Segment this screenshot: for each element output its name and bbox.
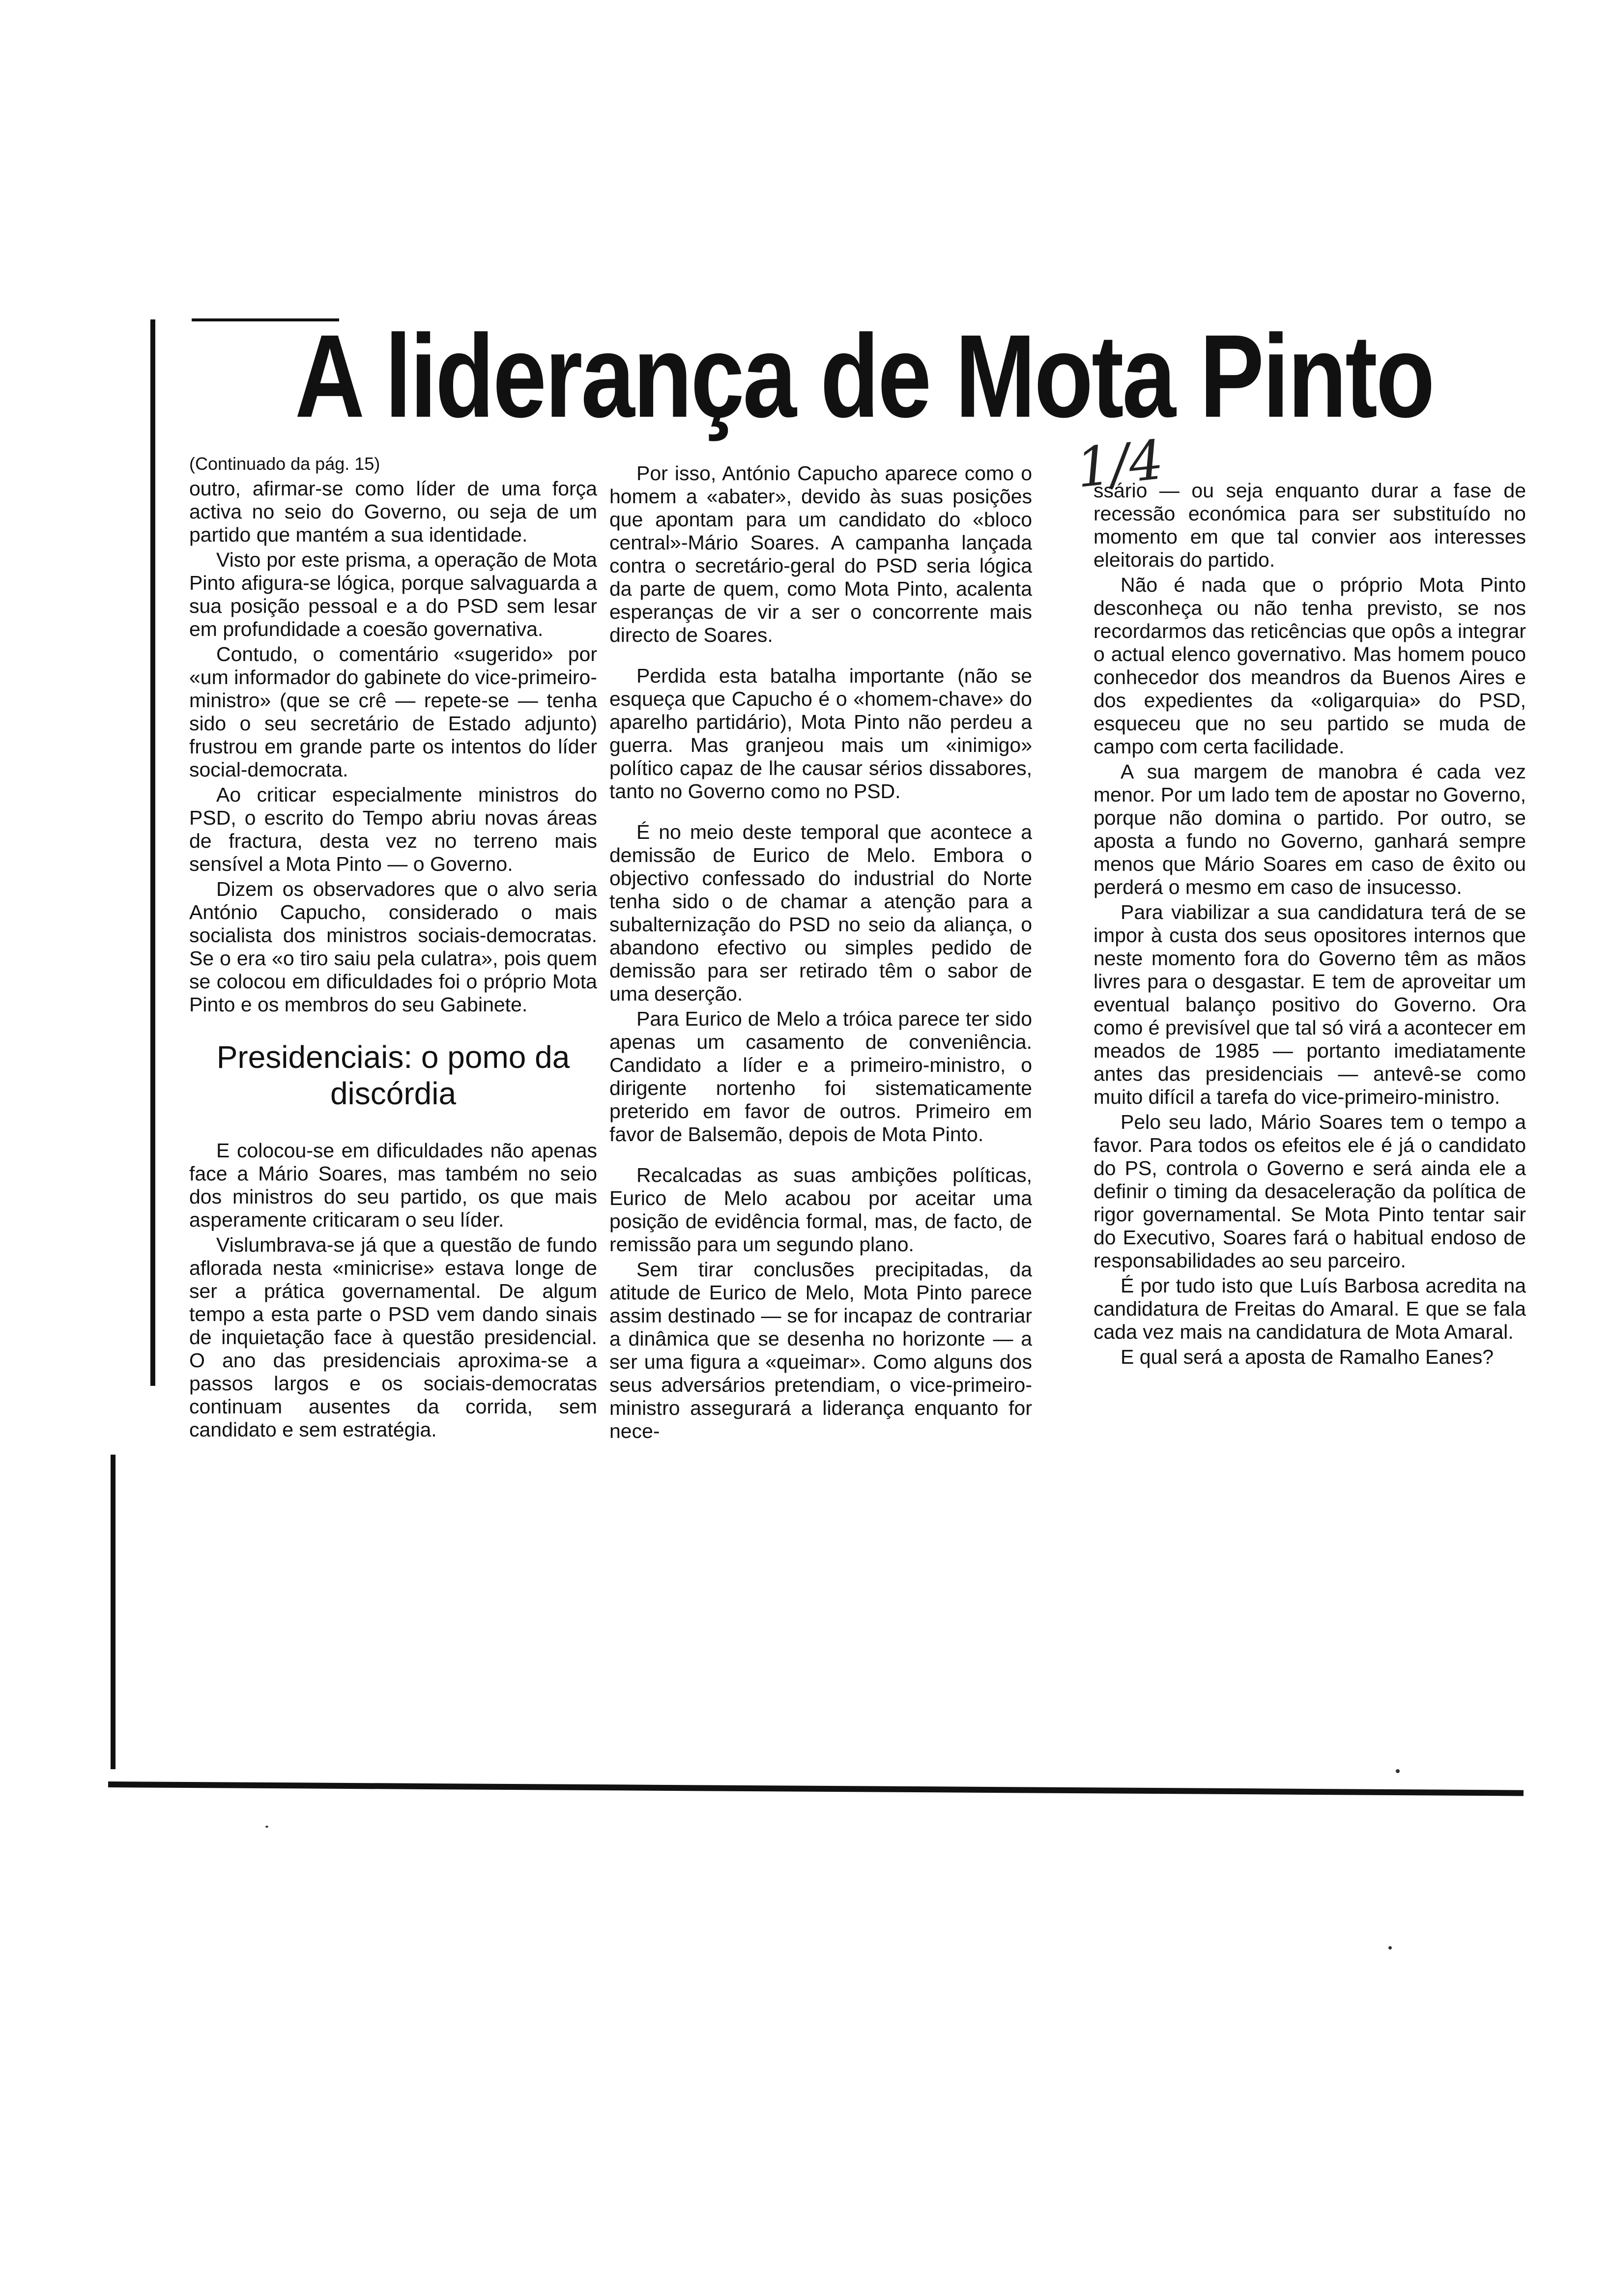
- paragraph: Visto por este prisma, a operação de Mota Pinto afigura-se lógica, porque salvaguarda a sua posição pessoal e a do PSD sem lesar em profundidade a coesão governativa.: [189, 548, 597, 640]
- article-column-1: [189, 452, 597, 1443]
- article-column-3: [1094, 479, 1526, 1371]
- paragraph: A sua margem de manobra é cada vez menor. Por um lado tem de apostar no Governo, porque não domina o partido. Por outro, se aposta a fundo no Governo, ganhará sempre menos que Mário Soares em caso de êxito ou perderá o mesmo em caso de insucesso.: [1094, 760, 1526, 898]
- paragraph: Pelo seu lado, Mário Soares tem o tempo a favor. Para todos os efeitos ele é já o candidato do PS, controla o Governo e será ainda ele a definir o timing da desaceleração da política de rigor governamental. Se Mota Pinto tentar sair do Executivo, Soares fará o habitual endoso de responsabilidades ao seu parceiro.: [1094, 1111, 1526, 1272]
- section-subheading: Presidenciais: o pomo da discórdia: [216, 1039, 570, 1111]
- frame-rule-left-upper: [150, 319, 155, 1386]
- paragraph: ssário — ou seja enquanto durar a fase de recessão económica para ser substituído no momento em que tal convier aos interesses eleitorais do partido.: [1094, 479, 1526, 571]
- paragraph: É por tudo isto que Luís Barbosa acredita na candidatura de Freitas do Amaral. E que se fala cada vez mais na candidatura de Mota Amaral.: [1094, 1274, 1526, 1343]
- scan-speck: [1396, 1769, 1400, 1773]
- scan-speck: [265, 1826, 268, 1828]
- paragraph: E colocou-se em dificuldades não apenas face a Mário Soares, mas também no seio dos ministros do seu partido, os que mais asperamente criticaram o seu líder.: [189, 1139, 597, 1231]
- paragraph: Não é nada que o próprio Mota Pinto desconheça ou não tenha previsto, se nos recordarmos das reticências que opôs a integrar o actual elenco governativo. Mas homem pouco conhecedor dos meandros da Buenos Aires e dos expedientes da «oligarquia» do PSD, esqueceu que no seu partido se muda de campo com certa facilidade.: [1094, 574, 1526, 758]
- paragraph: Perdida esta batalha importante (não se esqueça que Capucho é o «homem-chave» do aparelho partidário), Mota Pinto não perdeu a guerra. Mas granjeou mais um «inimigo» político capaz de lhe causar sérios dissabores, tanto no Governo como no PSD.: [609, 664, 1032, 803]
- article-column-2: [609, 462, 1032, 1445]
- paragraph: É no meio deste temporal que acontece a demissão de Eurico de Melo. Embora o objectivo confessado do industrial do Norte tenha sido o de chamar a atenção para a subalternização do PSD no seio da aliança, o abandono efectivo ou simples pedido de demissão para ser retirado têm o sabor de uma deserção.: [609, 821, 1032, 1005]
- article-headline: A liderança de Mota Pinto: [295, 310, 1434, 442]
- paragraph: Dizem os observadores que o alvo seria António Capucho, considerado o mais socialista dos ministros sociais-democratas. Se o era «o tiro saiu pela culatra», pois quem se colocou em dificuldades foi o próprio Mota Pinto e os membros do seu Gabinete.: [189, 878, 597, 1016]
- paragraph: Recalcadas as suas ambições políticas, Eurico de Melo acabou por aceitar uma posição de evidência formal, mas, de facto, de remissão para um segundo plano.: [609, 1164, 1032, 1256]
- paragraph: Para Eurico de Melo a tróica parece ter sido apenas um casamento de conveniência. Candidato a líder e a primeiro-ministro, o dirigente nortenho foi sistematicamente preterido em favor de outros. Primeiro em favor de Balsemão, depois de Mota Pinto.: [609, 1007, 1032, 1146]
- paragraph: Por isso, António Capucho aparece como o homem a «abater», devido às suas posições que apontam para um candidato do «bloco central»-Mário Soares. A campanha lançada contra o secretário-geral do PSD seria lógica da parte de quem, como Mota Pinto, acalenta esperanças de vir a ser o concorrente mais directo de Soares.: [609, 462, 1032, 646]
- paragraph: Para viabilizar a sua candidatura terá de se impor à custa dos seus opositores internos que neste momento fora do Governo têm as mãos livres para o desgastar. E tem de aproveitar um eventual balanço positivo do Governo. Ora como é previsível que tal só virá a acontecer em meados de 1985 — portanto imediatamente antes das presidenciais — antevê-se como muito difícil a tarefa do vice-primeiro-ministro.: [1094, 901, 1526, 1108]
- paragraph: Sem tirar conclusões precipitadas, da atitude de Eurico de Melo, Mota Pinto parece assim destinado — se for incapaz de contrariar a dinâmica que se desenha no horizonte — a ser uma figura a «queimar». Como alguns dos seus adversários pretendiam, o vice-primeiro-ministro assegurará a liderança enquanto for nece-: [609, 1258, 1032, 1442]
- paragraph: Ao criticar especialmente ministros do PSD, o escrito do Tempo abriu novas áreas de fractura, desta vez no terreno mais sensível a Mota Pinto — o Governo.: [189, 783, 597, 875]
- paragraph: E qual será a aposta de Ramalho Eanes?: [1121, 1346, 1494, 1368]
- paragraph: Vislumbrava-se já que a questão de fundo aflorada nesta «minicrise» estava longe de ser a prática governamental. De algum tempo a esta parte o PSD vem dando sinais de inquietação face à questão presidencial. O ano das presidenciais aproxima-se a passos largos e os sociais-democratas continuam ausentes da corrida, sem candidato e sem estratégia.: [189, 1234, 597, 1441]
- frame-rule-left-lower: [111, 1455, 115, 1769]
- paragraph: Contudo, o comentário «sugerido» por «um informador do gabinete do vice-primeiro-ministro» (que se crê — repete-se — tenha sido o seu secretário de Estado adjunto) frustrou em grande parte os intentos do líder social-democrata.: [189, 643, 597, 781]
- paragraph: outro, afirmar-se como líder de uma força activa no seio do Governo, ou seja de um partido que mantém a sua identidade.: [189, 477, 597, 546]
- continued-note: (Continuado da pág. 15): [189, 454, 380, 474]
- handwritten-annotation: 1/4: [1073, 428, 1167, 500]
- scan-speck: [1388, 1946, 1392, 1950]
- frame-rule-bottom: [108, 1781, 1524, 1796]
